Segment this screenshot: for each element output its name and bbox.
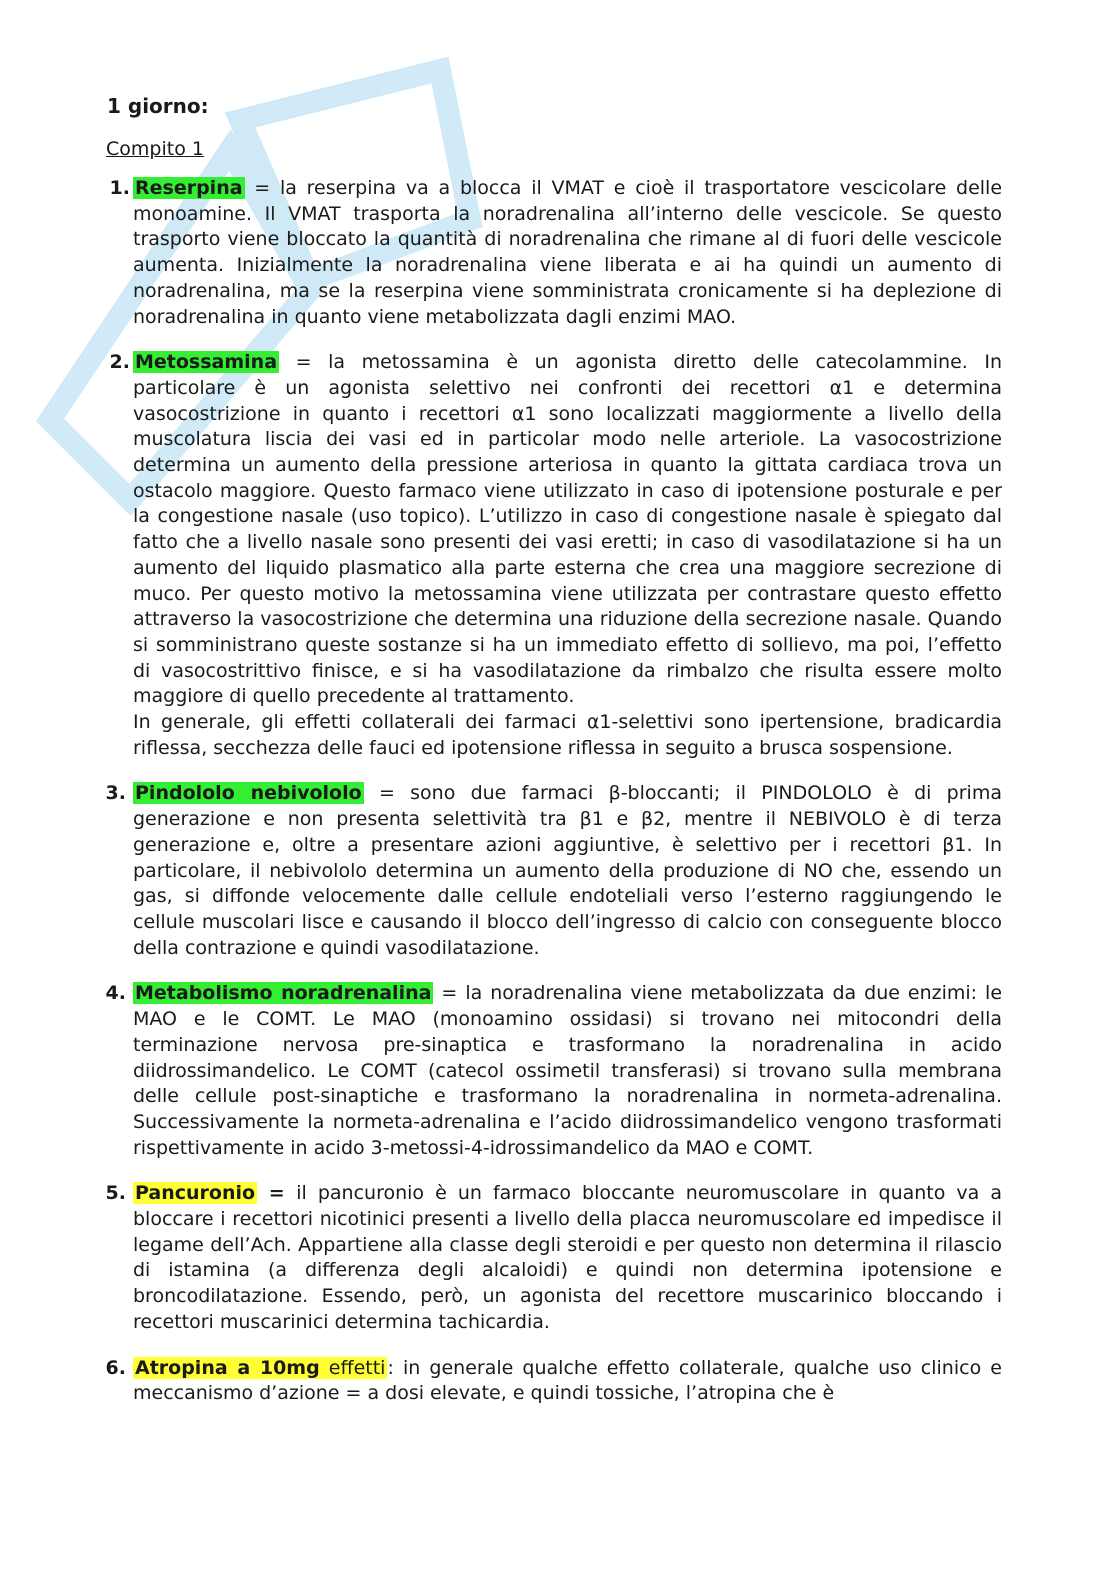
item-connector: = <box>363 782 411 805</box>
item-paragraph: In generale, gli effetti collaterali dei farmaci α1-selettivi sono ipertensione, bradicardia riflessa, secchezza delle fauci ed ipotensione riflessa in seguito a brusca sospensione. <box>133 711 1002 759</box>
item-number: 4. <box>105 982 126 1005</box>
item-connector: : <box>387 1356 403 1379</box>
item-text: in generale qualche effetto collaterale, qualche uso clinico e meccanismo d’azione = a dosi elevate, e quindi tossiche, l’atropina che è <box>133 1356 1002 1405</box>
item-text: sono due farmaci β-bloccanti; il PINDOLOLO è di prima generazione e non presenta selettività tra β1 e β2, mentre il NEBIVOLO è di terza generazione e, oltre a presentare azioni aggiuntive, è selettivo per i recettori β1. In particolare, il nebivololo determina un aumento della produzione di NO che, essendo un gas, si diffonde velocemente dalle cellule endoteliali verso l’esterno raggiungendo le cellule muscolari lisce e causando il blocco dell’ingresso di calcio con conseguente blocco della contrazione e quindi vasodilatazione. <box>133 782 1002 959</box>
item-text: la noradrenalina viene metabolizzata da due enzimi: le MAO e le COMT. Le MAO (monoamino ossidasi) si trovano nei mitocondri della terminazione nervosa pre-sinaptica e trasformano la noradrenalina in acido diidrossimandelico. Le COMT (catecol ossimetil transferasi) si trovano sulla membrana delle cellule post-sinaptiche e trasformano la noradrenalina in normeta-adrenalina. Successivamente la normeta-adrenalina e l’acido diidrossimandelico vengono trasformati rispettivamente in acido 3-metossi-4-idrossimandelico da MAO e COMT. <box>133 982 1003 1159</box>
item-paragraph <box>133 1356 1002 1407</box>
list-item-pancuronio <box>0 1181 1116 1335</box>
item-connector: = <box>433 982 466 1005</box>
item-text: il pancuronio è un farmaco bloccante neuromuscolare in quanto va a bloccare i recettori nicotinici presenti a livello della placca neuromuscolare ed impedisce il legame dell’Ach. Appartiene alla classe degli steroidi e per questo non determina il rilascio di istamina (a differenza degli alcaloidi) e quindi non determina ipotensione e broncodilatazione. Essendo, però, un agonista del recettore muscarinico bloccando i recettori muscarinici determina tachicardia. <box>133 1182 1002 1333</box>
term-highlight <box>133 1357 387 1379</box>
item-paragraph <box>133 781 1002 961</box>
list-item-metossamina <box>0 350 1116 761</box>
term-highlight: Reserpina <box>135 177 243 199</box>
item-number: 3. <box>105 782 126 805</box>
term-highlight: Metossamina <box>135 351 278 374</box>
term-label: Atropina a 10mg <box>135 1356 320 1379</box>
list-item-pindololo <box>0 781 1116 961</box>
item-number: 1. <box>109 177 130 199</box>
page-title: 1 giorno: <box>107 94 209 118</box>
item-connector: = <box>244 177 280 199</box>
item-text: la metossamina è un agonista diretto delle catecolammine. In particolare è un agonista selettivo nei confronti dei recettori α1 e determina vasocostrizione in quanto i recettori α1 sono localizzati maggiormente a livello della muscolatura liscia dei vasi ed in particolar modo nelle arteriole. La vasocostrizione determina un aumento della pressione arteriosa in quanto la gittata cardiaca trova un ostacolo maggiore. Questo farmaco viene utilizzato in caso di ipotensione posturale e per la congestione nasale (uso topico). L’utilizzo in caso di congestione nasale è spiegato dal fatto che a livello nasale sono presenti dei vasi eretti; in caso di vasodilatazione si ha un aumento del liquido plasmatico alla parte esterna che crea una maggiore secrezione di muco. Per questo motivo la metossamina viene utilizzata per contrastare questo effetto attraverso la vasocostrizione che determina una riduzione della secrezione nasale. Quando si somministrano queste sostanze si ha un immediato effetto di sollievo, ma poi, l’effetto di vasocostrittivo finisce, e si ha vasodilatazione da rimbalzo che risulta essere molto maggiore di quello precedente al trattamento. <box>133 351 1003 708</box>
item-connector: = <box>279 351 329 374</box>
task-heading: Compito 1 <box>106 138 204 160</box>
term-suffix: effetti <box>319 1356 386 1379</box>
term-highlight: Pancuronio <box>135 1182 256 1205</box>
term-highlight: Metabolismo noradrenalina <box>135 982 432 1005</box>
list-item-metabolismo <box>0 981 1116 1161</box>
item-connector: = <box>257 1182 297 1205</box>
term-highlight: Pindololo nebivololo <box>135 782 362 805</box>
item-paragraph <box>133 1181 1002 1335</box>
list-item-reserpina <box>0 176 1116 330</box>
item-paragraph <box>133 981 1002 1161</box>
item-number: 6. <box>105 1356 126 1379</box>
numbered-list <box>0 176 1116 1427</box>
item-number: 2. <box>109 351 130 374</box>
list-item-atropina <box>0 1356 1116 1407</box>
item-text: la reserpina va a blocca il VMAT e cioè il trasportatore vescicolare delle monoamine. Il VMAT trasporta la noradrenalina all’interno delle vescicole. Se questo trasporto viene bloccato la quantità di noradrenalina che rimane al di fuori delle vescicole aumenta. Inizialmente la noradrenalina viene liberata e ai ha quindi un aumento di noradrenalina, ma se la reserpina viene somministrata cronicamente si ha deplezione di noradrenalina in quanto viene metabolizzata dagli enzimi MAO. <box>133 177 1003 328</box>
item-number: 5. <box>105 1182 126 1205</box>
item-paragraph <box>133 350 1002 710</box>
item-paragraph <box>133 176 1002 330</box>
